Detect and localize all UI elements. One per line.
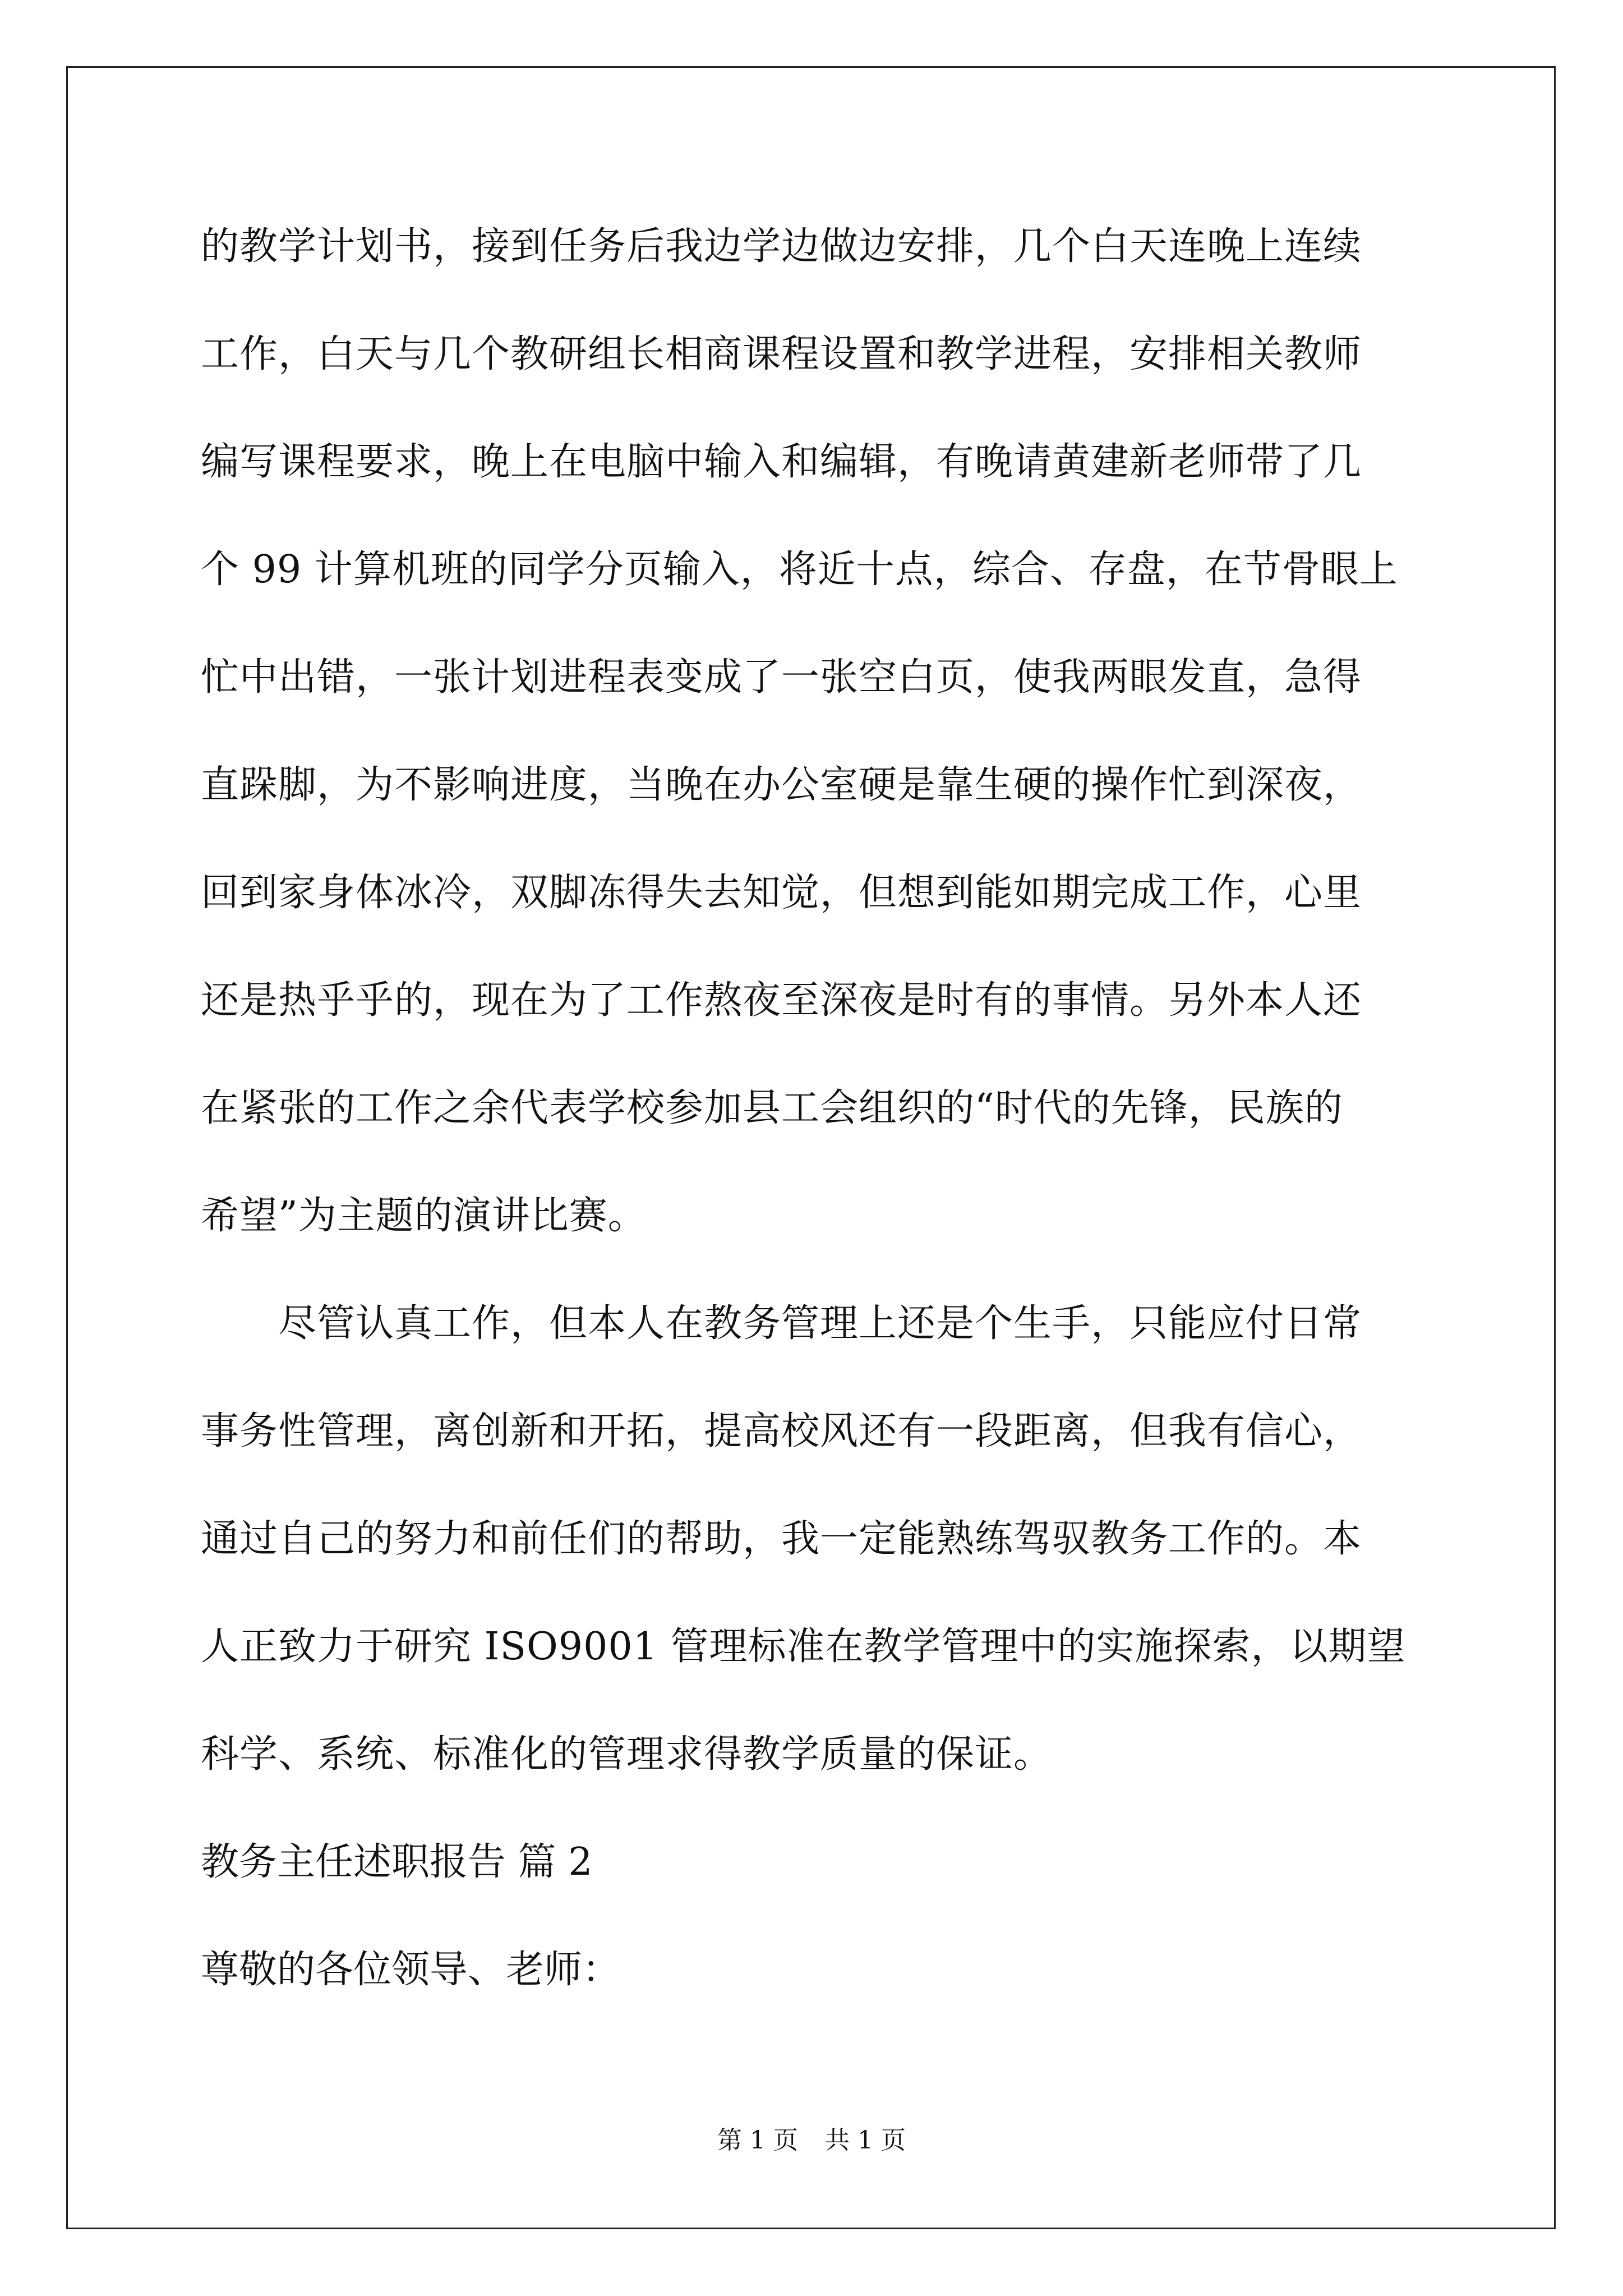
section-title: 教务主任述职报告 篇 2 bbox=[201, 1840, 593, 1884]
text-line: 回到家身体冰冷，双脚冻得失去知觉，但想到能如期完成工作，心里 bbox=[201, 871, 1362, 915]
paragraph-1 bbox=[201, 213, 1423, 1290]
text-line: 直跺脚，为不影响进度，当晚在办公室硬是靠生硬的操作忙到深夜， bbox=[201, 763, 1362, 807]
text-line: 希望”为主题的演讲比赛。 bbox=[201, 1194, 647, 1238]
text-line: 人正致力于研究 ISO9001 管理标准在教学管理中的实施探索，以期望 bbox=[201, 1625, 1406, 1669]
text-line: 工作，白天与几个教研组长相商课程设置和教学进程，安排相关教师 bbox=[201, 332, 1362, 376]
text-line: 科学、系统、标准化的管理求得教学质量的保证。 bbox=[201, 1732, 1053, 1777]
page-number: 第 1 页 bbox=[717, 2126, 798, 2155]
salutation: 尊敬的各位领导、老师： bbox=[201, 1948, 621, 1992]
text-line: 编写课程要求，晚上在电脑中输入和编辑，有晚请黄建新老师带了几 bbox=[201, 440, 1362, 484]
page-total: 共 1 页 bbox=[825, 2126, 906, 2155]
text-line: 的教学计划书，接到任务后我边学边做边安排，几个白天连晚上连续 bbox=[201, 224, 1362, 269]
paragraph-2 bbox=[201, 1290, 1423, 1829]
text-line: 个 99 计算机班的同学分页输入，将近十点，综合、存盘，在节骨眼上 bbox=[201, 547, 1398, 592]
text-line: 尽管认真工作，但本人在教务管理上还是个生手，只能应付日常 bbox=[278, 1301, 1362, 1346]
text-line: 忙中出错，一张计划进程表变成了一张空白页，使我两眼发直，急得 bbox=[201, 655, 1362, 700]
text-line: 通过自己的努力和前任们的帮助，我一定能熟练驾驭教务工作的。本 bbox=[201, 1517, 1362, 1561]
page-footer bbox=[0, 2124, 1623, 2157]
text-line: 事务性管理，离创新和开拓，提高校风还有一段距离，但我有信心， bbox=[201, 1409, 1362, 1453]
text-line: 在紧张的工作之余代表学校参加县工会组织的“时代的先锋，民族的 bbox=[201, 1086, 1343, 1130]
text-line: 还是热乎乎的，现在为了工作熬夜至深夜是时有的事情。另外本人还 bbox=[201, 978, 1362, 1023]
document-body bbox=[201, 213, 1423, 2044]
